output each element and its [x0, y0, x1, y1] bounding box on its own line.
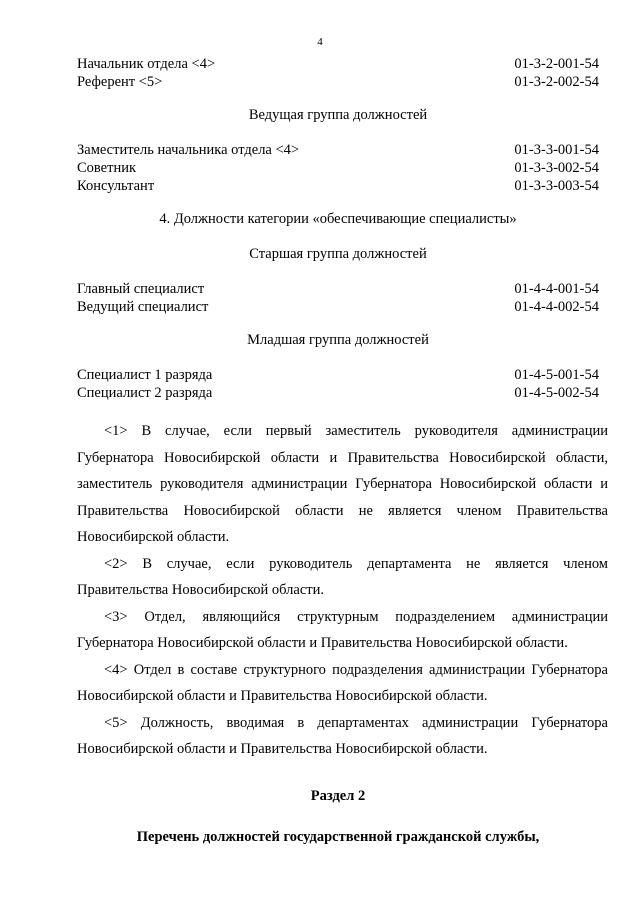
- section-subtitle: Перечень должностей государственной гражданской службы,: [136, 829, 540, 845]
- footnote-1: <1> В случае, если первый заместитель руководителя администрации Губернатора Новосибирской области и Правительства Новосибирской области, заместитель руководителя администрации Губернатора Новосибирской области и Правительства Новосибирской области не является членом Правительства Новосибирской области.: [77, 423, 608, 545]
- group-heading-leading: Ведущая группа должностей: [248, 107, 428, 123]
- position-title: Специалист 1 разряда: [77, 367, 213, 383]
- section-title: Раздел 2: [310, 788, 366, 804]
- position-list-junior-group: [77, 366, 599, 402]
- position-list-senior-group: [77, 280, 599, 316]
- position-code: 01-3-3-001-54: [514, 142, 599, 158]
- position-title: Ведущий специалист: [77, 299, 209, 315]
- position-row: [77, 177, 599, 195]
- position-code: 01-3-2-002-54: [514, 74, 599, 90]
- position-row: [77, 280, 599, 298]
- position-row: [77, 73, 599, 91]
- position-title: Советник: [77, 160, 137, 176]
- position-title: Начальник отдела <4>: [77, 56, 216, 72]
- group-heading-senior: Старшая группа должностей: [249, 246, 427, 262]
- position-row: [77, 298, 599, 316]
- position-row: [77, 366, 599, 384]
- position-row: [77, 141, 599, 159]
- position-row: [77, 384, 599, 402]
- position-code: 01-4-5-002-54: [514, 385, 599, 401]
- position-list-main-group: [77, 55, 599, 91]
- position-title: Консультант: [77, 178, 155, 194]
- footnote-3: <3> Отдел, являющийся структурным подразделением администрации Губернатора Новосибирской области и Правительства Новосибирской области.: [77, 608, 608, 651]
- position-code: 01-4-4-001-54: [514, 281, 599, 297]
- position-title: Референт <5>: [77, 74, 163, 90]
- position-title: Главный специалист: [77, 281, 205, 297]
- position-code: 01-3-3-002-54: [514, 160, 599, 176]
- footnote-2: <2> В случае, если руководитель департамента не является членом Правительства Новосибирской области.: [77, 555, 608, 598]
- position-list-leading-group: [77, 141, 599, 195]
- page-number: 4: [317, 36, 323, 48]
- footnote-4: <4> Отдел в составе структурного подразделения администрации Губернатора Новосибирской области и Правительства Новосибирской области.: [77, 661, 608, 704]
- footnotes: [77, 418, 608, 763]
- position-code: 01-3-2-001-54: [514, 56, 599, 72]
- position-code: 01-4-5-001-54: [514, 367, 599, 383]
- footnote-5: <5> Должность, вводимая в департаментах администрации Губернатора Новосибирской области и Правительства Новосибирской области.: [77, 714, 608, 757]
- position-row: [77, 159, 599, 177]
- position-row: [77, 55, 599, 73]
- group-heading-junior: Младшая группа должностей: [247, 332, 429, 348]
- position-title: Заместитель начальника отдела <4>: [77, 142, 300, 158]
- category-heading: 4. Должности категории «обеспечивающие специалисты»: [159, 211, 517, 227]
- position-code: 01-3-3-003-54: [514, 178, 599, 194]
- position-title: Специалист 2 разряда: [77, 385, 213, 401]
- position-code: 01-4-4-002-54: [514, 299, 599, 315]
